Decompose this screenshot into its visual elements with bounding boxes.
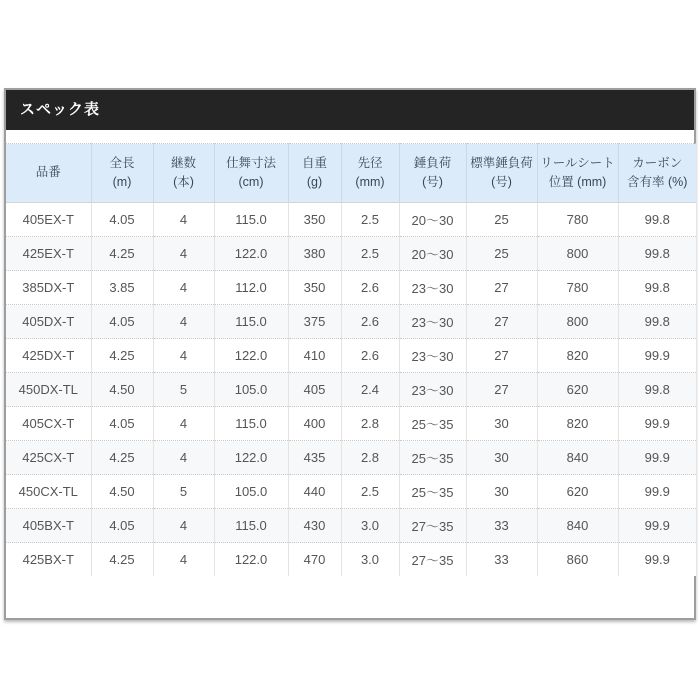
spec-value-cell: 4.25 (91, 339, 153, 373)
model-number-cell: 425CX-T (6, 441, 91, 475)
spec-value-cell: 25 (466, 203, 537, 237)
spec-value-cell: 115.0 (214, 203, 288, 237)
spec-value-cell: 2.6 (341, 271, 399, 305)
spec-value-cell: 23～30 (399, 271, 466, 305)
spec-value-cell: 4 (153, 305, 214, 339)
spec-value-cell: 4.25 (91, 543, 153, 577)
column-header-label: 錘負荷 (413, 155, 452, 170)
spec-value-cell: 30 (466, 407, 537, 441)
spec-value-cell: 4.25 (91, 441, 153, 475)
spec-value-cell: 99.8 (618, 203, 696, 237)
table-row (6, 509, 696, 543)
model-number-cell: 425BX-T (6, 543, 91, 577)
spec-value-cell: 23～30 (399, 339, 466, 373)
model-number-cell: 405CX-T (6, 407, 91, 441)
spec-value-cell: 122.0 (214, 339, 288, 373)
table-row (6, 305, 696, 339)
spec-value-cell: 435 (288, 441, 341, 475)
spec-section (4, 88, 696, 620)
spec-value-cell: 2.5 (341, 203, 399, 237)
spec-value-cell: 25～35 (399, 475, 466, 509)
spec-value-cell: 4.05 (91, 407, 153, 441)
spec-value-cell: 350 (288, 203, 341, 237)
spec-value-cell: 3.0 (341, 509, 399, 543)
spec-value-cell: 27 (466, 339, 537, 373)
spec-value-cell: 99.8 (618, 237, 696, 271)
spec-value-cell: 620 (537, 373, 618, 407)
column-header-label: 先径 (357, 155, 383, 170)
spec-value-cell: 5 (153, 475, 214, 509)
spec-value-cell: 20～30 (399, 237, 466, 271)
column-header-label: 標準錘負荷 (470, 155, 533, 170)
spec-value-cell: 4 (153, 509, 214, 543)
table-row (6, 543, 696, 577)
column-header (341, 144, 399, 203)
spec-value-cell: 4.05 (91, 305, 153, 339)
column-header (6, 144, 91, 203)
spec-value-cell: 99.8 (618, 373, 696, 407)
spec-value-cell: 2.8 (341, 407, 399, 441)
table-row (6, 203, 696, 237)
spec-value-cell: 620 (537, 475, 618, 509)
spec-value-cell: 122.0 (214, 543, 288, 577)
table-row (6, 407, 696, 441)
column-header (288, 144, 341, 203)
table-row (6, 339, 696, 373)
spec-value-cell: 25 (466, 237, 537, 271)
model-number-cell: 405EX-T (6, 203, 91, 237)
column-header-label: カーボン (632, 155, 683, 170)
spec-value-cell: 840 (537, 441, 618, 475)
spec-value-cell: 105.0 (214, 475, 288, 509)
spec-value-cell: 4.50 (91, 475, 153, 509)
spec-value-cell: 375 (288, 305, 341, 339)
section-title-bar: スペック表 (6, 90, 694, 130)
spec-value-cell: 99.9 (618, 543, 696, 577)
spec-value-cell: 4.05 (91, 509, 153, 543)
spec-value-cell: 27 (466, 373, 537, 407)
spec-value-cell: 122.0 (214, 441, 288, 475)
column-header-unit: 位置 (mm) (548, 175, 607, 189)
column-header-label: 継数 (170, 155, 196, 170)
column-header (618, 144, 696, 203)
column-header-unit: (g) (306, 175, 323, 189)
spec-value-cell: 4.05 (91, 203, 153, 237)
spec-value-cell: 350 (288, 271, 341, 305)
spec-value-cell: 4 (153, 441, 214, 475)
model-number-cell: 450DX-TL (6, 373, 91, 407)
column-header (214, 144, 288, 203)
model-number-cell: 425DX-T (6, 339, 91, 373)
spec-value-cell: 105.0 (214, 373, 288, 407)
spec-value-cell: 2.5 (341, 237, 399, 271)
spec-value-cell: 33 (466, 509, 537, 543)
spec-value-cell: 3.85 (91, 271, 153, 305)
spec-value-cell: 4.25 (91, 237, 153, 271)
spec-value-cell: 25～35 (399, 441, 466, 475)
column-header-unit: (mm) (355, 175, 385, 189)
column-header-label: 全長 (109, 155, 135, 170)
column-header-label: 自重 (301, 155, 327, 170)
spec-value-cell: 25～35 (399, 407, 466, 441)
column-header-unit: (cm) (238, 175, 264, 189)
column-header-label: 仕舞寸法 (225, 155, 276, 170)
column-header-unit: 含有率 (%) (627, 175, 688, 189)
header-row (6, 144, 696, 203)
column-header-label: リールシート (540, 155, 615, 170)
spec-value-cell: 122.0 (214, 237, 288, 271)
spec-value-cell: 840 (537, 509, 618, 543)
model-number-cell: 450CX-TL (6, 475, 91, 509)
spec-value-cell: 4.50 (91, 373, 153, 407)
spec-value-cell: 115.0 (214, 407, 288, 441)
column-header (466, 144, 537, 203)
spec-value-cell: 112.0 (214, 271, 288, 305)
spec-value-cell: 430 (288, 509, 341, 543)
spec-value-cell: 99.9 (618, 339, 696, 373)
spec-table-wrap (6, 143, 694, 576)
spec-value-cell: 4 (153, 339, 214, 373)
column-header-unit: (m) (112, 175, 132, 189)
spec-value-cell: 4 (153, 203, 214, 237)
spec-value-cell: 2.6 (341, 305, 399, 339)
column-header (91, 144, 153, 203)
spec-value-cell: 820 (537, 407, 618, 441)
spec-value-cell: 2.6 (341, 339, 399, 373)
column-header-unit: (号) (491, 175, 512, 189)
table-row (6, 237, 696, 271)
spec-value-cell: 780 (537, 271, 618, 305)
spec-value-cell: 5 (153, 373, 214, 407)
model-number-cell: 425EX-T (6, 237, 91, 271)
spec-value-cell: 99.9 (618, 509, 696, 543)
model-number-cell: 405BX-T (6, 509, 91, 543)
spec-value-cell: 27～35 (399, 509, 466, 543)
column-header (399, 144, 466, 203)
spec-value-cell: 4 (153, 543, 214, 577)
spec-value-cell: 99.9 (618, 475, 696, 509)
spec-value-cell: 440 (288, 475, 341, 509)
spec-value-cell: 410 (288, 339, 341, 373)
spec-value-cell: 2.5 (341, 475, 399, 509)
spec-value-cell: 4 (153, 407, 214, 441)
column-header-unit: (号) (422, 175, 443, 189)
spec-value-cell: 2.4 (341, 373, 399, 407)
spec-value-cell: 99.8 (618, 305, 696, 339)
spec-value-cell: 2.8 (341, 441, 399, 475)
spec-value-cell: 30 (466, 441, 537, 475)
spec-value-cell: 23～30 (399, 305, 466, 339)
spec-value-cell: 4 (153, 237, 214, 271)
spec-value-cell: 860 (537, 543, 618, 577)
model-number-cell: 405DX-T (6, 305, 91, 339)
spec-value-cell: 820 (537, 339, 618, 373)
table-row (6, 271, 696, 305)
column-header-unit: (本) (173, 175, 194, 189)
spec-value-cell: 115.0 (214, 509, 288, 543)
column-header (537, 144, 618, 203)
spec-value-cell: 4 (153, 271, 214, 305)
spec-value-cell: 27 (466, 305, 537, 339)
spec-value-cell: 400 (288, 407, 341, 441)
model-number-cell: 385DX-T (6, 271, 91, 305)
spec-value-cell: 99.9 (618, 407, 696, 441)
spec-value-cell: 780 (537, 203, 618, 237)
column-header (153, 144, 214, 203)
column-header-label: 品番 (35, 165, 61, 180)
spec-value-cell: 3.0 (341, 543, 399, 577)
table-row (6, 441, 696, 475)
spec-value-cell: 27 (466, 271, 537, 305)
spec-value-cell: 27～35 (399, 543, 466, 577)
spec-value-cell: 30 (466, 475, 537, 509)
spec-table (6, 143, 696, 576)
spec-value-cell: 20～30 (399, 203, 466, 237)
spec-value-cell: 800 (537, 237, 618, 271)
table-row (6, 475, 696, 509)
spec-value-cell: 380 (288, 237, 341, 271)
spec-value-cell: 405 (288, 373, 341, 407)
table-row (6, 373, 696, 407)
spec-value-cell: 800 (537, 305, 618, 339)
spec-value-cell: 23～30 (399, 373, 466, 407)
spec-value-cell: 33 (466, 543, 537, 577)
spec-value-cell: 470 (288, 543, 341, 577)
spec-value-cell: 99.8 (618, 271, 696, 305)
spec-value-cell: 99.9 (618, 441, 696, 475)
spec-value-cell: 115.0 (214, 305, 288, 339)
